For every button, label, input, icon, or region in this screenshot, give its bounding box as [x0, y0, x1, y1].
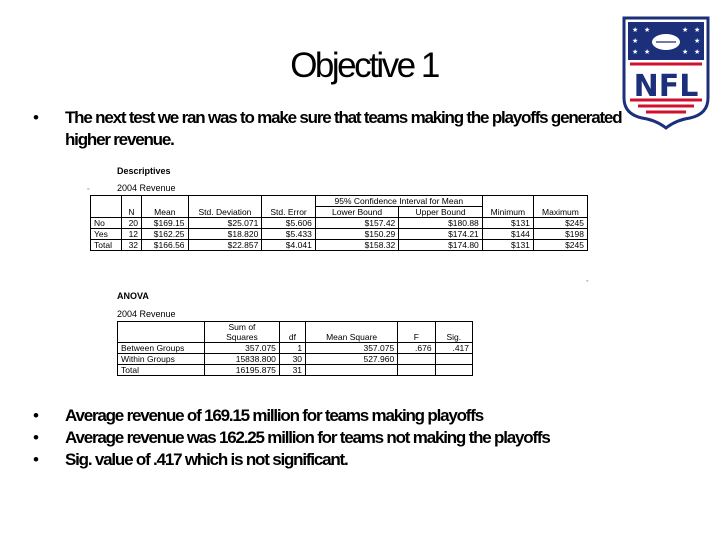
col-ss: Sum of Squares: [205, 322, 280, 343]
col-ms: Mean Square: [306, 322, 398, 343]
anova-subcaption: 2004 Revenue: [117, 309, 176, 319]
col-se: Std. Error: [262, 196, 315, 218]
table-row: Yes 12 $162.25 $18.820 $5.433 $150.29 $174.21 $144 $198: [91, 229, 588, 240]
bullet-text-line1: The next test we ran was to make sure that teams making the playoffs generated: [65, 108, 622, 127]
svg-text:★: ★: [682, 26, 689, 34]
col-upper: Upper Bound: [399, 207, 483, 218]
descriptives-subcaption: 2004 Revenue: [117, 183, 176, 193]
col-lower: Lower Bound: [315, 207, 399, 218]
svg-text:★: ★: [644, 26, 651, 34]
svg-text:★: ★: [694, 26, 701, 34]
descriptives-caption: Descriptives: [117, 166, 171, 176]
anova-table: [117, 321, 473, 376]
svg-text:★: ★: [632, 48, 639, 56]
col-df: df: [279, 322, 305, 343]
svg-text:★: ★: [682, 48, 689, 56]
table-row: Within Groups 15838.800 30 527.960: [118, 354, 473, 365]
col-mean: Mean: [142, 196, 188, 218]
table-marker: ◦: [87, 186, 90, 193]
table-header-row: [118, 322, 473, 343]
bullet-text: Average revenue was 162.25 million for teams not making the playoffs: [65, 428, 550, 447]
svg-text:★: ★: [632, 26, 639, 34]
col-n: N: [121, 196, 141, 218]
nfl-logo: [620, 12, 712, 130]
svg-text:★: ★: [694, 48, 701, 56]
slide-title: Objective 1: [290, 46, 438, 85]
table-row: Total 16195.875 31: [118, 365, 473, 376]
bullet-text-line2: higher revenue.: [65, 130, 174, 149]
bullet-dot: •: [33, 108, 38, 127]
col-f: F: [398, 322, 435, 343]
table-row: No 20 $169.15 $25.071 $5.606 $157.42 $180.88 $131 $245: [91, 218, 588, 229]
col-ci: 95% Confidence Interval for Mean: [315, 196, 482, 207]
svg-text:★: ★: [632, 37, 639, 45]
descriptives-table: [90, 195, 588, 251]
table-row: Total 32 $166.56 $22.857 $4.041 $158.32 $174.80 $131 $245: [91, 240, 588, 251]
table-header-row: [91, 196, 588, 207]
col-sig: Sig.: [435, 322, 472, 343]
svg-text:★: ★: [644, 48, 651, 56]
col-min: Minimum: [482, 196, 533, 218]
svg-text:★: ★: [694, 37, 701, 45]
table-marker: ◦: [586, 278, 589, 285]
bullet-text: Sig. value of .417 which is not significant.: [65, 450, 348, 469]
anova-caption: ANOVA: [117, 291, 149, 301]
col-max: Maximum: [533, 196, 587, 218]
logo-text: NFL: [633, 69, 699, 104]
bullet-text: Average revenue of 169.15 million for teams making playoffs: [65, 406, 483, 425]
col-sd: Std. Deviation: [188, 196, 262, 218]
table-row: Between Groups 357.075 1 357.075 .676 .417: [118, 343, 473, 354]
